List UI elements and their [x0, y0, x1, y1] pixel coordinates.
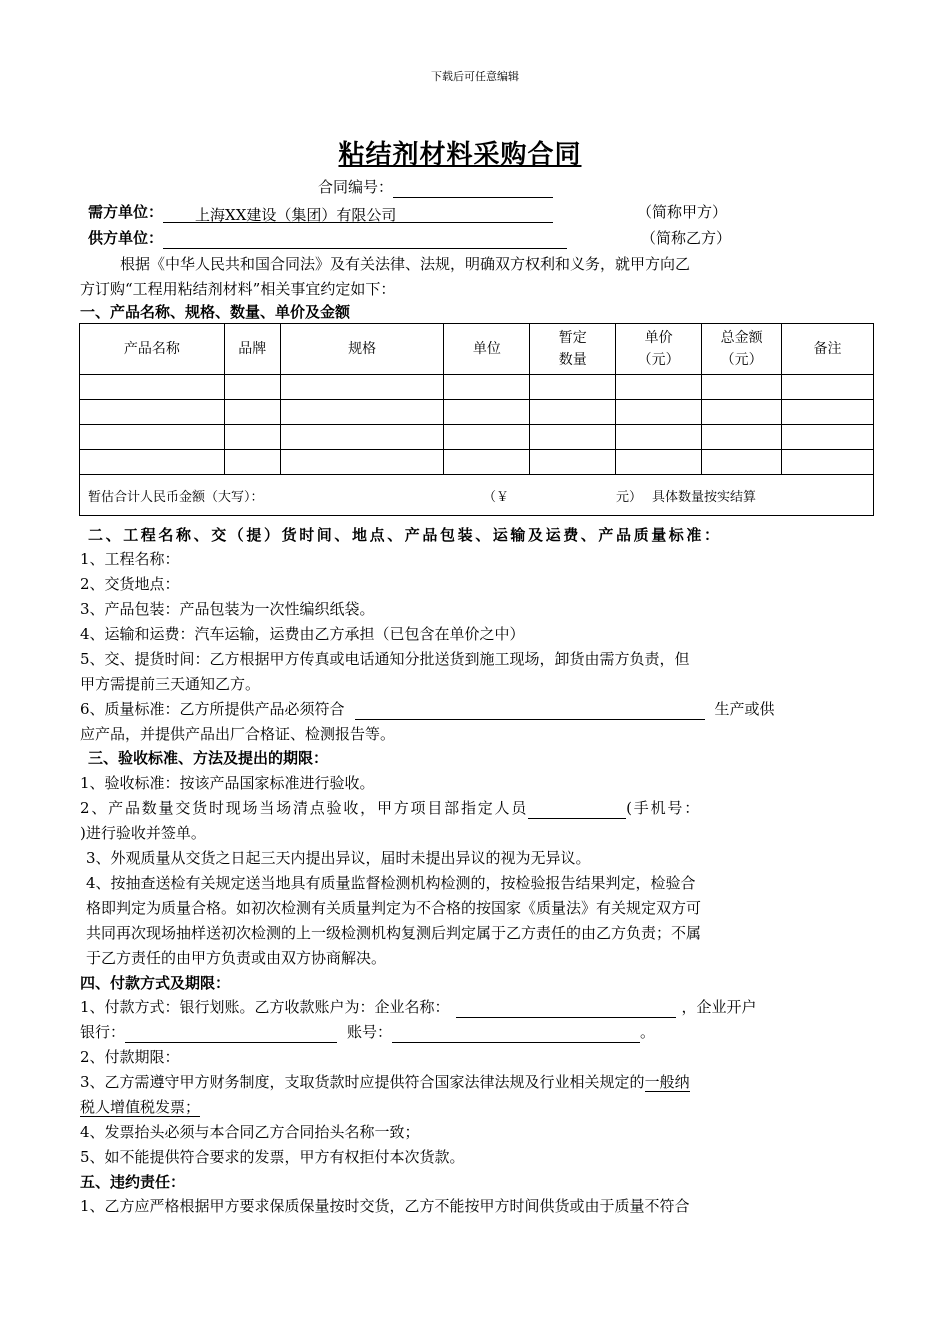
s4-item-1-tail: ，企业开户 [681, 998, 757, 1016]
s4-item-1-text: 1、付款方式：银行划账。乙方收款账户为：企业名称： [80, 998, 450, 1016]
col-unit: 单位 [444, 324, 530, 375]
s3-item-4-cont2: 共同再次现场抽样送初次检测的上一级检测机构复测后判定属于乙方责任的由乙方负责；不属 [86, 924, 702, 942]
s2-item-5-cont: 甲方需提前三天通知乙方。 [80, 675, 261, 693]
s2-item-5: 5、交、提货时间：乙方根据甲方传真或电话通知分批送货到施工现场，卸货由需方负责，但 [80, 650, 690, 668]
designated-person-blank[interactable] [528, 800, 626, 819]
col-unit-price-line2: （元） [637, 352, 680, 368]
section-3-heading: 三、验收标准、方法及提出的期限： [88, 749, 329, 767]
s4-item-1 [80, 996, 757, 1018]
total-yuan: 元） [616, 489, 643, 505]
s2-item-6-tail: 生产或供 [714, 700, 775, 718]
col-total [702, 324, 782, 375]
col-remark: 备注 [782, 324, 874, 375]
contract-no-blank[interactable] [393, 179, 553, 198]
buyer-label: 需方单位： [88, 203, 164, 221]
account-label: 账号： [347, 1023, 393, 1041]
s2-item-6-cont: 应产品，并提供产品出厂合格证、检测报告等。 [80, 725, 396, 743]
table-total-row [80, 475, 874, 516]
contract-title: 粘结剂材料采购合同 [338, 140, 582, 170]
s3-item-2-phone: (手机号： [626, 799, 702, 817]
invoice-type: 一般纳 [644, 1073, 690, 1091]
total-yen: （￥ [483, 489, 510, 505]
s3-item-4: 4、按抽查送检有关规定送当地具有质量监督检测机构检测的，按检验报告结果判定，检验合 [86, 874, 696, 892]
col-quantity-line1: 暂定 [558, 330, 587, 346]
s3-item-4-cont1: 格即判定为质量合格。如初次检测有关质量判定为不合格的按国家《质量法》有关规定双方可 [86, 899, 702, 917]
s5-item-1: 1、乙方应严格根据甲方要求保质保量按时交货，乙方不能按甲方时间供货或由于质量不符合 [80, 1197, 690, 1215]
invoice-type-cont: 税人增值税发票； [80, 1098, 201, 1116]
table-header-row [80, 324, 874, 375]
s4-item-2: 2、付款期限： [80, 1048, 180, 1066]
col-quantity [530, 324, 616, 375]
s3-item-1: 1、验收标准：按该产品国家标准进行验收。 [80, 774, 375, 792]
account-period: 。 [640, 1023, 656, 1041]
buyer-name: 上海XX建设（集团）有限公司 [195, 206, 397, 224]
col-unit-price [616, 324, 702, 375]
col-quantity-line2: 数量 [558, 352, 587, 368]
supplier-value[interactable] [163, 230, 567, 249]
table-row[interactable] [80, 425, 874, 450]
s3-item-4-cont3: 于乙方责任的由甲方负责或由双方协商解决。 [86, 949, 387, 967]
s3-item-3: 3、外观质量从交货之日起三天内提出异议，届时未提出异议的视为无异议。 [86, 849, 591, 867]
s2-item-2: 2、交货地点： [80, 575, 180, 593]
bank-label: 银行： [80, 1023, 126, 1041]
s4-item-4: 4、发票抬头必须与本合同乙方合同抬头名称一致； [80, 1123, 420, 1141]
s3-item-2-text: 2、产品数量交货时现场当场清点验收，甲方项目部指定人员 [80, 799, 529, 817]
quality-standard-blank[interactable] [355, 701, 705, 720]
buyer-value[interactable] [163, 204, 553, 223]
supplier-label: 供方单位： [88, 229, 164, 247]
account-blank[interactable] [392, 1024, 640, 1043]
bank-blank[interactable] [125, 1024, 337, 1043]
section-4-heading: 四、付款方式及期限： [80, 974, 231, 992]
total-label: 暂估合计人民币金额（大写）： [88, 489, 264, 505]
header-note: 下载后可任意编辑 [431, 70, 519, 83]
s4-item-1-cont [80, 1021, 655, 1043]
supplier-abbr: （简称乙方） [641, 229, 732, 247]
supplier-row [88, 227, 731, 249]
total-note: 具体数量按实结算 [652, 489, 757, 505]
s2-item-6-text: 6、质量标准：乙方所提供产品必须符合 [80, 700, 345, 718]
intro-line-2: 方订购“工程用粘结剂材料”相关事宜约定如下： [80, 280, 396, 298]
col-total-line1: 总金额 [720, 330, 763, 346]
total-cell[interactable] [80, 475, 874, 516]
intro-line-1: 根据《中华人民共和国合同法》及有关法律、法规，明确双方权利和义务，就甲方向乙 [120, 255, 691, 273]
buyer-abbr: （简称甲方） [637, 203, 728, 221]
col-product-name: 产品名称 [80, 324, 225, 375]
s2-item-1: 1、工程名称： [80, 550, 180, 568]
table-row[interactable] [80, 400, 874, 425]
s4-item-3 [80, 1071, 690, 1093]
company-name-blank[interactable] [456, 999, 676, 1018]
s4-item-5: 5、如不能提供符合要求的发票，甲方有权拒付本次货款。 [80, 1148, 465, 1166]
section-5-heading: 五、违约责任： [80, 1173, 186, 1191]
col-spec: 规格 [280, 324, 444, 375]
buyer-row [88, 201, 727, 223]
table-row[interactable] [80, 375, 874, 400]
s2-item-6 [80, 698, 775, 720]
s4-item-3-cont [80, 1096, 200, 1118]
section-1-heading: 一、产品名称、规格、数量、单价及金额 [80, 303, 351, 321]
col-brand: 品牌 [224, 324, 280, 375]
section-2-heading: 二、工程名称、交（提）货时间、地点、产品包装、运输及运费、产品质量标准： [88, 526, 722, 544]
table-row[interactable] [80, 450, 874, 475]
contract-no-row [318, 176, 553, 198]
s4-item-3-text: 3、乙方需遵守甲方财务制度，支取货款时应提供符合国家法律法规及行业相关规定的 [80, 1073, 645, 1091]
s3-item-2-cont: )进行验收并签单。 [80, 824, 206, 842]
s3-item-2 [80, 797, 701, 819]
col-total-line2: （元） [720, 352, 763, 368]
contract-no-label: 合同编号： [318, 178, 394, 196]
product-table [79, 323, 874, 516]
s2-item-3: 3、产品包装：产品包装为一次性编织纸袋。 [80, 600, 375, 618]
s2-item-4: 4、运输和运费：汽车运输，运费由乙方承担（已包含在单价之中） [80, 625, 525, 643]
col-unit-price-line1: 单价 [644, 330, 673, 346]
